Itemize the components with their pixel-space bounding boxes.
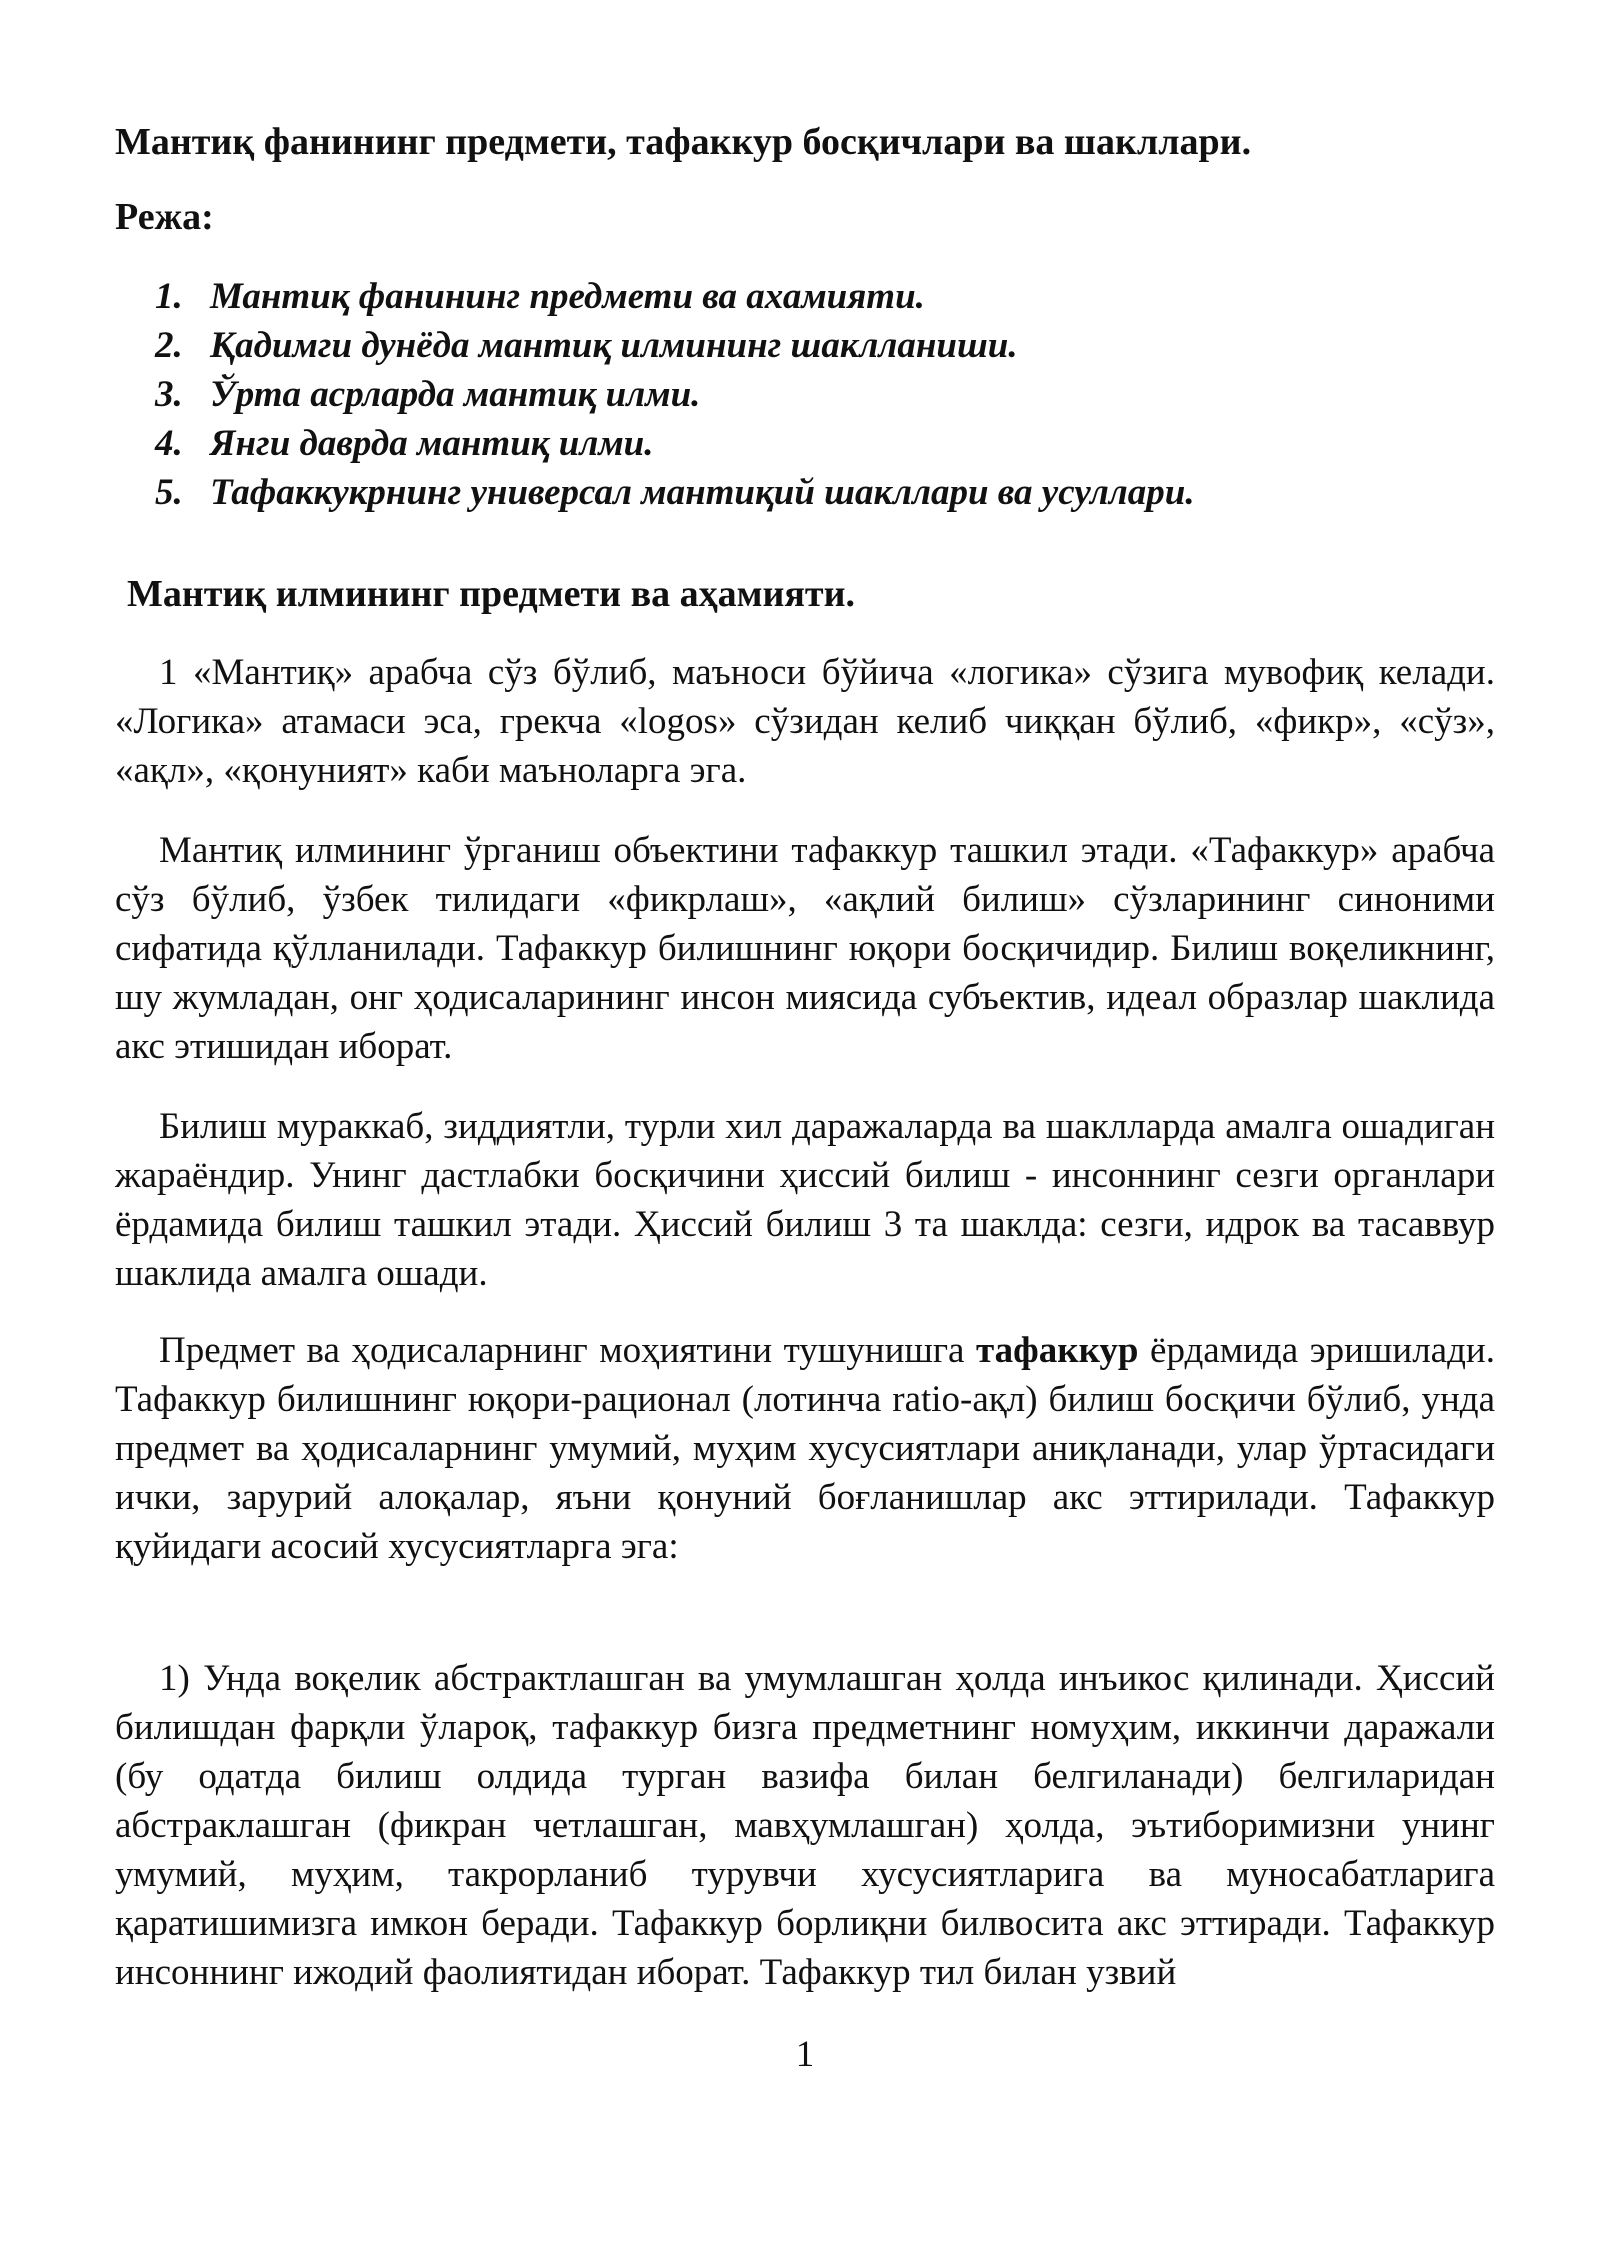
section-heading: Мантиқ илмининг предмети ва аҳамияти.	[127, 573, 855, 615]
list-item: 1. Мантиқ фанининг предмети ва ахамияти.	[155, 276, 925, 317]
paragraph-4-start: Предмет ва ҳодисаларнинг моҳиятини тушунишга	[159, 1330, 977, 1371]
paragraph-1: 1 «Мантиқ» арабча сўз бўлиб, маъноси бўйича «логика» сўзига мувофиқ келади. «Логика» атамаси эса, грекча «logos» сўзидан келиб чиққан бўлиб, «фикр», «сўз», «ақл», «қонуният» каби маъноларга эга.	[115, 652, 1495, 791]
list-item: 3. Ўрта асрларда мантиқ илми.	[155, 374, 701, 415]
list-item: 2. Қадимги дунёда мантиқ илмининг шаклланиши.	[155, 325, 1018, 366]
plan-list	[155, 272, 1195, 517]
paragraph-2: Мантиқ илмининг ўрганиш объектини тафаккур ташкил этади. «Тафаккур» арабча сўз бўлиб, ўзбек тилидаги «фикрлаш», «ақлий билиш» сўзларининг синоними сифатида қўлланилади. Тафаккур билишнинг юқори босқичидир. Билиш воқеликнинг, шу жумладан, онг ҳодисаларининг инсон миясида субъектив, идеал образлар шаклида акс этишидан иборат.	[115, 830, 1495, 1067]
paragraph-4-rest: ёрдамида эришилади. Тафаккур билишнинг юқори-рационал (лотинча ratio-ақл) билиш босқичи бўлиб, унда предмет ва ҳодисаларнинг умумий, муҳим хусусиятлари аниқланади, улар ўртасидаги ички, зарурий алоқалар, яъни қонуний боғланишлар акс эттирилади. Тафаккур қуйидаги асосий хусусиятларга эга:	[115, 1330, 1495, 1567]
plan-heading: Режа:	[115, 196, 214, 238]
document-title: Мантиқ фанининг предмети, тафаккур босқичлари ва шакллари.	[115, 121, 1252, 163]
bold-term: тафаккур	[976, 1330, 1139, 1371]
page-number: 1	[795, 2034, 815, 2075]
paragraph-5: 1) Унда воқелик абстрактлашган ва умумлашган ҳолда инъикос қилинади. Ҳиссий билишдан фарқли ўлароқ, тафаккур бизга предметнинг номуҳим, иккинчи даражали (бу одатда билиш олдида турган вазифа билан белгиланади) белгиларидан абстраклашган (фикран четлашган, мавҳумлашган) ҳолда, эътиборимизни унинг умумий, муҳим, такрорланиб турувчи хусусиятларига ва муносабатларига қаратишимизга имкон беради. Тафаккур борлиқни билвосита акс эттиради. Тафаккур инсоннинг ижодий фаолиятидан иборат. Тафаккур тил билан узвий	[115, 1658, 1495, 1993]
list-item: 4. Янги даврда мантиқ илми.	[155, 423, 654, 464]
paragraph-4	[115, 1326, 1495, 1571]
paragraph-3: Билиш мураккаб, зиддиятли, турли хил даражаларда ва шаклларда амалга ошадиган жараёндир. Унинг дастлабки босқичини ҳиссий билиш - инсоннинг сезги органлари ёрдамида билиш ташкил этади. Ҳиссий билиш 3 та шаклда: сезги, идрок ва тасаввур шаклида амалга ошади.	[115, 1106, 1495, 1294]
list-item: 5. Тафаккукрнинг универсал мантиқий шакллари ва усуллари.	[155, 472, 1195, 513]
